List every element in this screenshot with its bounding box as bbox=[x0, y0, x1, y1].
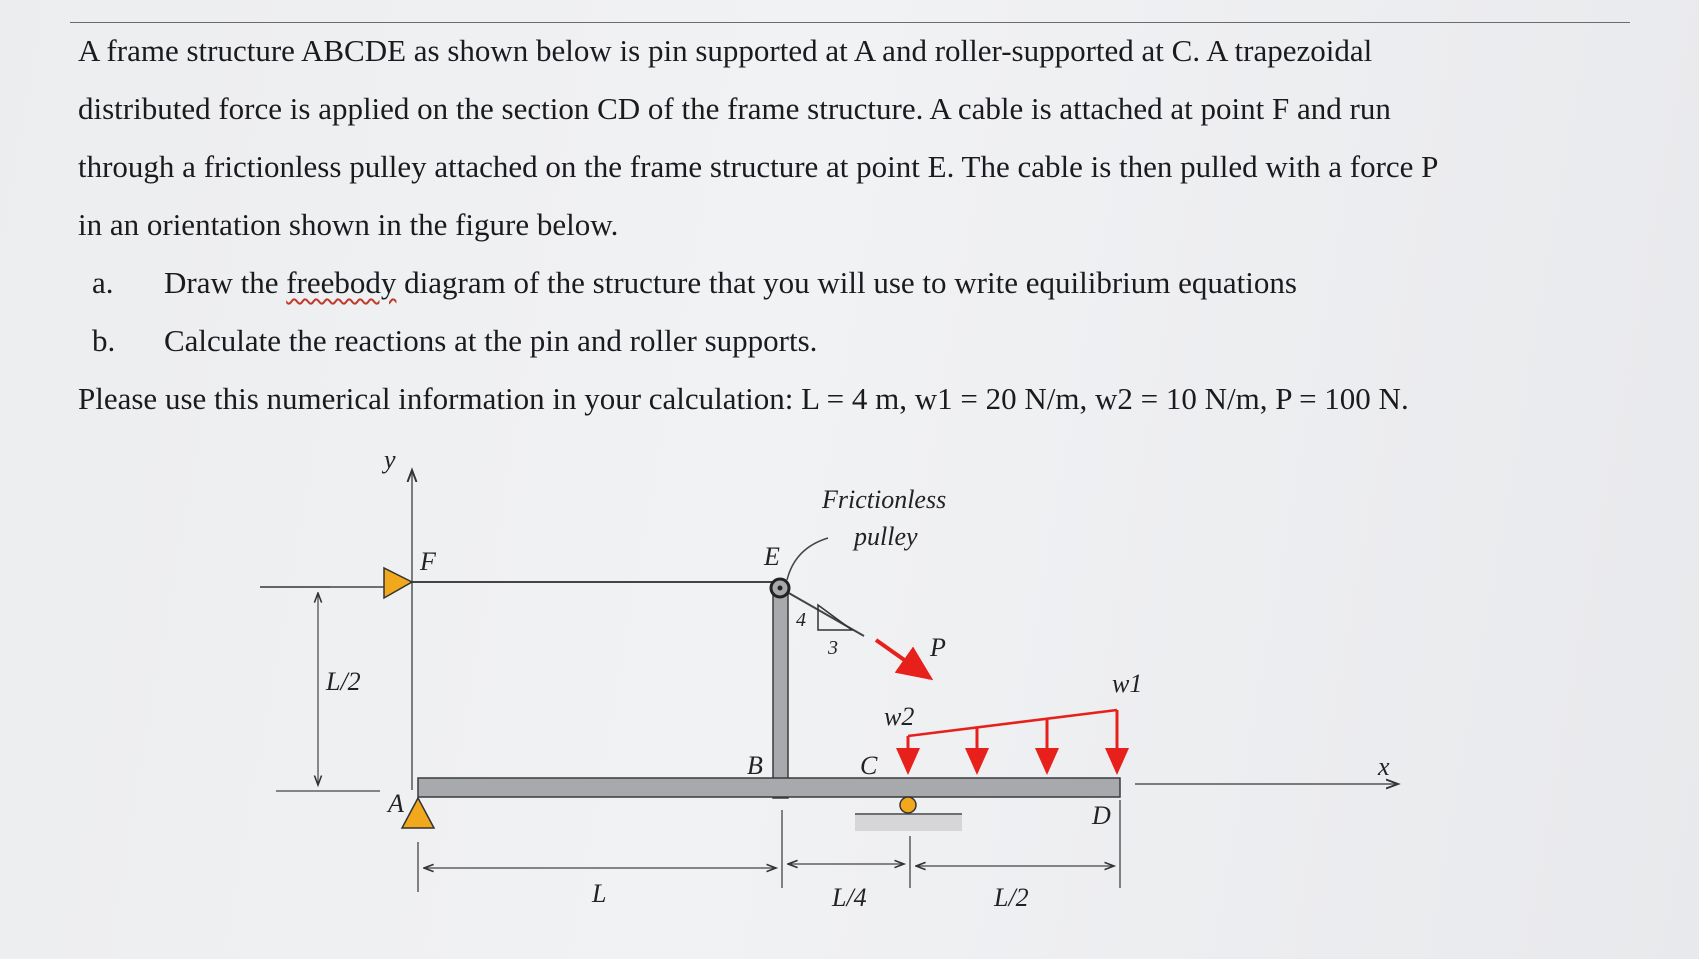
question-a-marker: a. bbox=[92, 265, 114, 300]
x-axis-label: x bbox=[1378, 752, 1390, 781]
paragraph-line-1: A frame structure ABCDE as shown below is pin supported at A and roller-supported at C. A trapezoidal bbox=[78, 33, 1373, 68]
support-f-icon bbox=[384, 568, 412, 598]
question-a-text-end: diagram of the structure that you will use to write equilibrium equations bbox=[396, 265, 1297, 300]
pulley-leader-line bbox=[787, 538, 828, 580]
pulley-label-line2: pulley bbox=[854, 522, 918, 551]
support-c-roller-icon bbox=[900, 797, 916, 813]
slope-rise-label: 4 bbox=[796, 609, 806, 631]
label-point-b: B bbox=[747, 751, 763, 780]
support-a-pin-icon bbox=[402, 798, 434, 828]
label-point-a: A bbox=[388, 789, 404, 818]
dim-ab-label: L bbox=[592, 879, 607, 908]
paragraph-line-3: through a frictionless pulley attached on the frame structure at point E. The cable is then pulled with a force P bbox=[78, 149, 1439, 184]
load-w2-label: w2 bbox=[884, 702, 915, 731]
dim-bc-label: L/4 bbox=[832, 883, 867, 912]
member-eb bbox=[773, 586, 788, 798]
load-top-line bbox=[908, 710, 1117, 736]
pulley-label-line1: Frictionless bbox=[822, 485, 947, 514]
slope-run-label: 3 bbox=[828, 637, 838, 659]
dim-height-label: L/2 bbox=[326, 667, 361, 696]
label-point-d: D bbox=[1092, 801, 1111, 830]
label-point-e: E bbox=[764, 542, 780, 571]
roller-ground-hatch bbox=[855, 815, 962, 831]
label-point-f: F bbox=[420, 547, 436, 576]
question-a-text-start: Draw the bbox=[164, 265, 287, 300]
paragraph-line-4: in an orientation shown in the figure below. bbox=[78, 207, 619, 242]
load-w1-label: w1 bbox=[1112, 669, 1143, 698]
force-p-arrow bbox=[876, 640, 930, 678]
y-axis-label: y bbox=[384, 445, 396, 474]
label-point-c: C bbox=[860, 751, 878, 780]
pulley-e-pin-icon bbox=[778, 586, 783, 591]
numeric-values-line: Please use this numerical information in your calculation: L = 4 m, w1 = 20 N/m, w2 = 10 N/m, P = 100 N. bbox=[78, 381, 1409, 416]
force-p-label: P bbox=[930, 633, 946, 662]
question-b-text: Calculate the reactions at the pin and roller supports. bbox=[164, 323, 818, 358]
spellcheck-word-freebody: freebody bbox=[286, 265, 397, 300]
paragraph-line-2: distributed force is applied on the section CD of the frame structure. A cable is attached at point F and run bbox=[78, 91, 1391, 126]
question-b-marker: b. bbox=[92, 323, 116, 358]
slope-triangle-icon bbox=[818, 605, 852, 630]
member-ad bbox=[418, 778, 1120, 797]
dim-cd-label: L/2 bbox=[994, 883, 1029, 912]
